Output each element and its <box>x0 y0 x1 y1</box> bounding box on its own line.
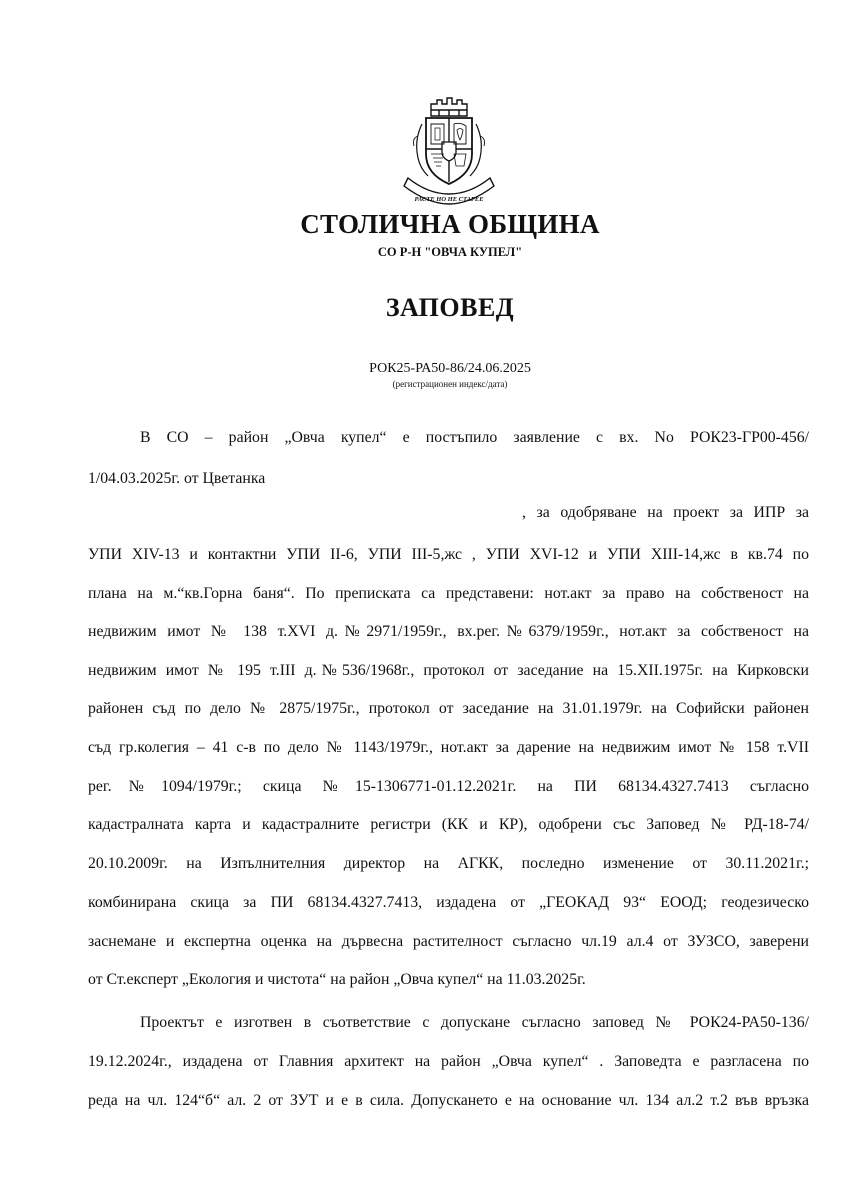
crest-banner-text: РАСТЕ НО НЕ СТАРЕЕ <box>414 196 484 203</box>
body-line-15: от Ст.експерт „Екология и чистота“ на район „Овча купел“ на 11.03.2025г. <box>88 971 586 988</box>
body-line-11: кадастралната карта и кадастралните регистри (КК и КР), одобрени със Заповед № РД-18-74/ <box>88 816 809 833</box>
body-line-6: недвижим имот № 138 т.XVI д.№2971/1959г., вх.рег.№6379/1959г., нот.акт за собственост на <box>88 623 809 640</box>
body-line-17: 19.12.2024г., издадена от Главния архитект на район „Овча купел“ . Заповедта е разгласена по <box>88 1053 809 1070</box>
body-line-18: реда на чл. 124“б“ ал. 2 от ЗУТ и е в сила. Допускането е на основание чл. 134 ал.2 т.2 във връзка <box>88 1092 809 1109</box>
registration-caption: (регистрационен индекс/дата) <box>392 379 508 389</box>
registration-number: РОК25-РА50-86/24.06.2025 <box>369 361 531 376</box>
organization-name: СТОЛИЧНА ОБЩИНА <box>300 209 600 239</box>
body-line-3: , за одобряване на проект за ИПР за <box>522 504 809 521</box>
body-line-14: заснемане и експертна оценка на дървесна растителност съгласно чл.19 ал.4 от ЗУЗСО, заверени <box>88 933 809 950</box>
body-line-4: УПИ XIV-13 и контактни УПИ II-6, УПИ III-5,жс , УПИ XVI-12 и УПИ XIII-14,жс в кв.74 по <box>88 546 809 563</box>
district-name: СО Р-Н "ОВЧА КУПЕЛ" <box>377 245 523 259</box>
body-line-7: недвижим имот № 195 т.III д.№536/1968г., протокол от заседание на 15.XII.1975г. на Кирковски <box>88 662 809 679</box>
body-line-8: районен съд по дело № 2875/1975г., протокол от заседание на 31.01.1979г. на Софийски районен <box>88 700 809 717</box>
body-line-9: съд гр.колегия – 41 с-в по дело № 1143/1979г., нот.акт за дарение на недвижим имот № 158 т.VII <box>88 739 809 756</box>
sofia-crest-icon <box>398 94 500 206</box>
body-line-5: плана на м.“кв.Горна баня“. По преписката са представени: нот.акт за право на собственост на <box>88 585 809 602</box>
document-title: ЗАПОВЕД <box>385 293 515 322</box>
body-line-12: 20.10.2009г. на Изпълнителния директор на АГКК, последно изменение от 30.11.2021г.; <box>88 855 809 872</box>
body-line-13: комбинирана скица за ПИ 68134.4327.7413, издадена от „ГЕОКАД 93“ ЕООД; геодезическо <box>88 894 809 911</box>
body-line-1: В СО – район „Овча купел“ е постъпило заявление с вх. No РОК23-ГР00-456/ <box>140 429 809 446</box>
body-line-10: рег.№1094/1979г.; скица №15-1306771-01.12.2021г. на ПИ 68134.4327.7413 съгласно <box>88 778 809 795</box>
body-line-16: Проектът е изготвен в съответствие с допускане съгласно заповед № РОК24-РА50-136/ <box>140 1014 809 1031</box>
body-line-2: 1/04.03.2025г. от Цветанка <box>88 470 266 487</box>
